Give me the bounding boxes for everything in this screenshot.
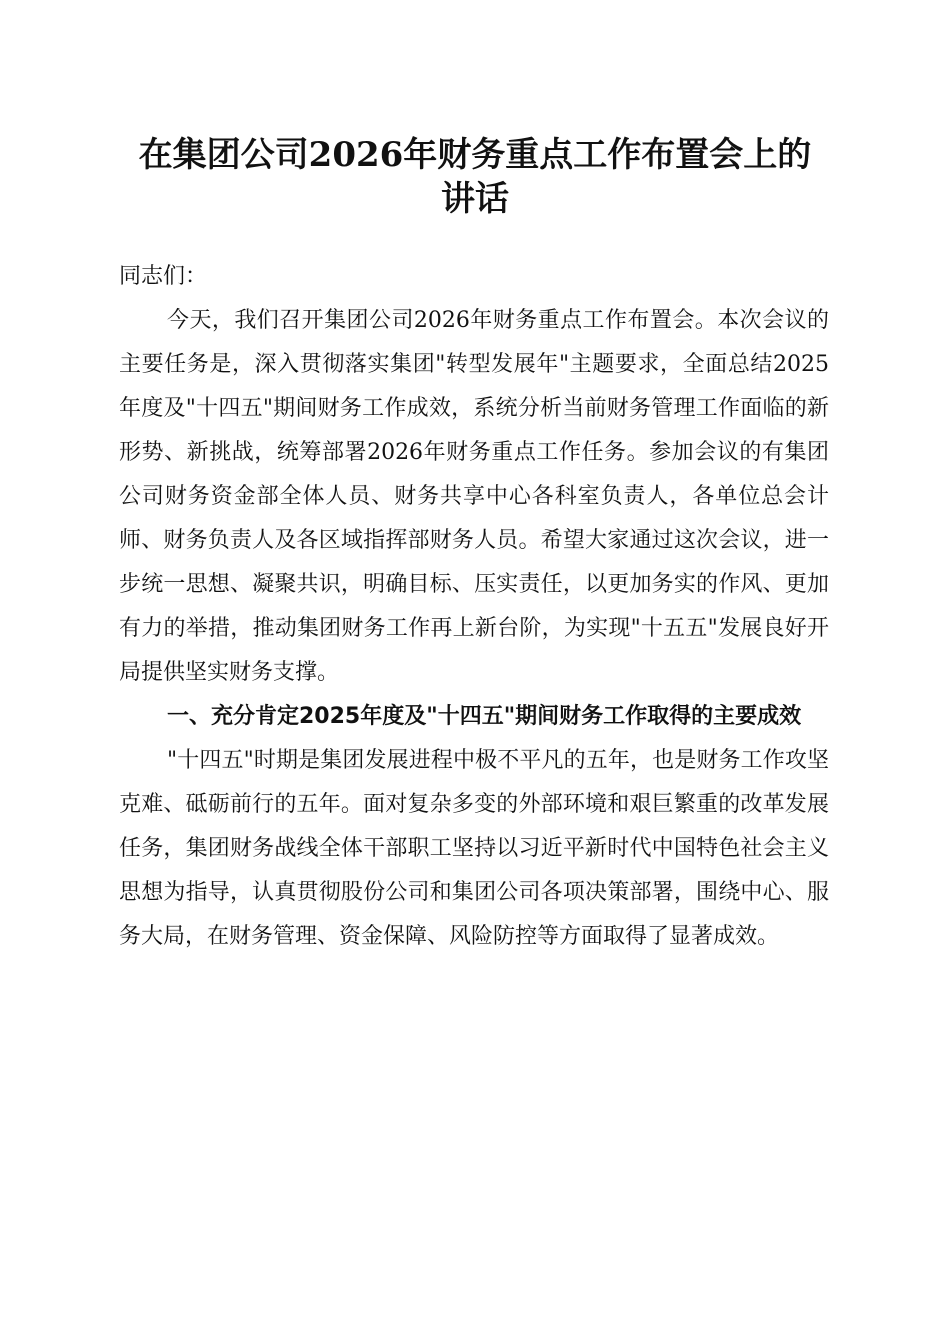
paragraph-opening: 今天，我们召开集团公司2026年财务重点工作布置会。本次会议的主要任务是，深入贯彻落实集团"转型发展年"主题要求，全面总结2025年度及"十四五"期间财务工作成效，系统分析当前财务管理工作面临的新形势、新挑战，统筹部署2026年财务重点工作任务。参加会议的有集团公司财务资金部全体人员、财务共享中心各科室负责人，各单位总会计师、财务负责人及各区域指挥部财务人员。希望大家通过这次会议，进一步统一思想、凝聚共识，明确目标、压实责任，以更加务实的作风、更加有力的举措，推动集团财务工作再上新台阶，为实现"十五五"发展良好开局提供坚实财务支撑。: [119, 308, 829, 685]
document-body: [119, 255, 829, 959]
salutation: 同志们：: [119, 264, 208, 289]
paragraph-section-1: "十四五"时期是集团发展进程中极不平凡的五年，也是财务工作攻坚克难、砥砺前行的五年。面对复杂多变的外部环境和艰巨繁重的改革发展任务，集团财务战线全体干部职工坚持以习近平新时代中国特色社会主义思想为指导，认真贯彻股份公司和集团公司各项决策部署，围绕中心、服务大局，在财务管理、资金保障、风险防控等方面取得了显著成效。: [119, 748, 829, 949]
document-title: [100, 133, 850, 221]
title-line-1: 在集团公司2026年财务重点工作布置会上的: [138, 135, 812, 175]
section-heading-1: 一、充分肯定2025年度及"十四五"期间财务工作取得的主要成效: [167, 704, 802, 729]
title-line-2: 讲话: [441, 179, 509, 219]
